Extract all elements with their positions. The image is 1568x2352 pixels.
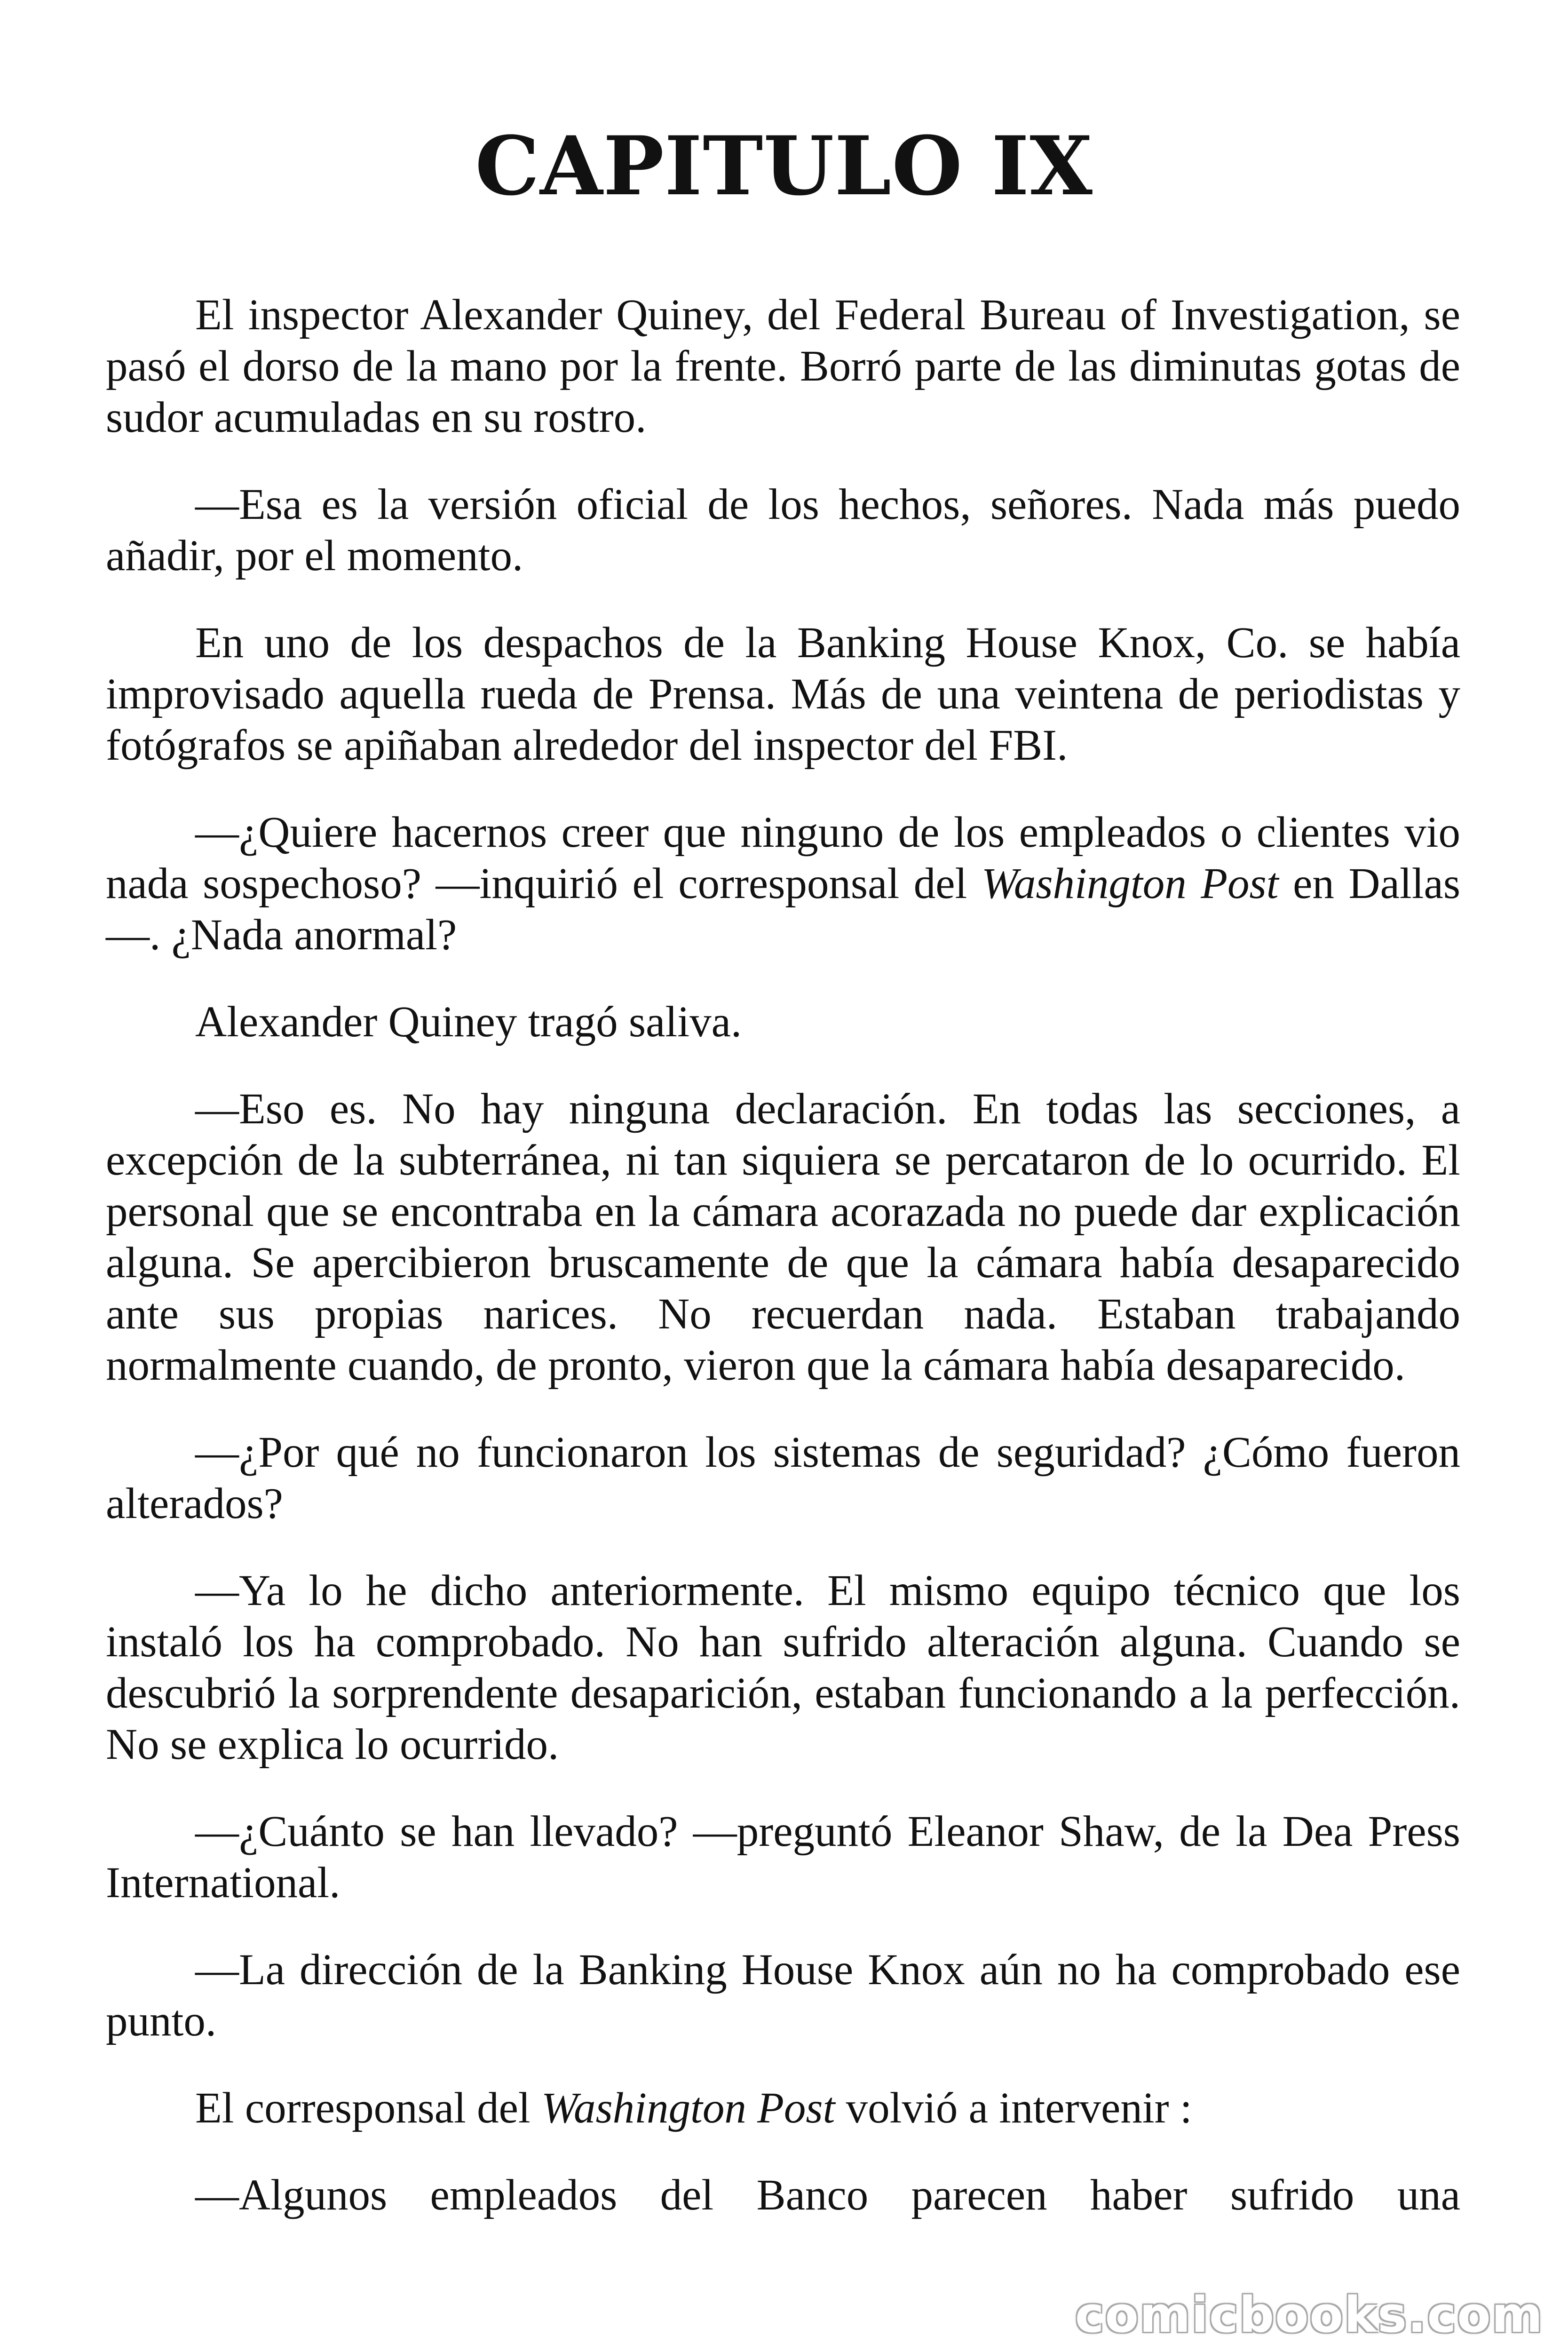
paragraph-12: —Algunos empleados del Banco parecen haber sufrido una <box>195 2171 1460 2219</box>
paragraph-7: —¿Por qué no funcionaron los sistemas de seguridad? ¿Cómo fueron alterados? <box>106 1428 1460 1528</box>
watermark-logo: comicbooks.com <box>1075 2286 1544 2344</box>
chapter-title: CAPITULO IX <box>475 118 1093 214</box>
newspaper-name: Washington Post <box>541 2084 835 2132</box>
paragraph-11-text-b: volvió a intervenir : <box>835 2084 1192 2132</box>
newspaper-name: Washington Post <box>981 859 1279 908</box>
paragraph-6: —Eso es. No hay ninguna declaración. En todas las secciones, a excepción de la subterránea, ni tan siquiera se percataron de lo ocurrido. El personal que se encontraba en la cámara acorazada no puede dar explicación alguna. Se apercibieron bruscamente de que la cámara había desaparecido ante sus propias narices. No recuerdan nada. Estaban trabajando normalmente cuando, de pronto, vieron que la cámara había desaparecido. <box>106 1085 1460 1390</box>
body-text <box>106 289 1460 2257</box>
paragraph-5: Alexander Quiney tragó saliva. <box>195 998 742 1046</box>
paragraph-1: El inspector Alexander Quiney, del Federal Bureau of Investigation, se pasó el dorso de la mano por la frente. Borró parte de las diminutas gotas de sudor acumuladas en su rostro. <box>106 291 1460 442</box>
paragraph-9: —¿Cuánto se han llevado? —preguntó Eleanor Shaw, de la Dea Press International. <box>106 1807 1460 1907</box>
paragraph-3: En uno de los despachos de la Banking House Knox, Co. se había improvisado aquella rueda de Prensa. Más de una veintena de periodistas y fotógrafos se apiñaban alrededor del inspector del FBI. <box>106 619 1460 770</box>
paragraph-4-text-a: —¿Quiere hacernos creer que ninguno de los empleados o clientes vio nada sospechoso? —inquirió el corresponsal del <box>106 808 1460 908</box>
paragraph-8: —Ya lo he dicho anteriormente. El mismo equipo técnico que los instaló los ha comprobado. No han sufrido alteración alguna. Cuando se descubrió la sorprendente desaparición, estaban funcionando a la perfección. No se explica lo ocurrido. <box>106 1566 1460 1769</box>
paragraph-4-text-b: en Dallas—. ¿Nada anormal? <box>106 859 1461 959</box>
paragraph-11-text-a: El corresponsal del <box>195 2084 542 2132</box>
paragraph-4 <box>106 807 1460 961</box>
paragraph-2: —Esa es la versión oficial de los hechos, señores. Nada más puedo añadir, por el momento. <box>106 480 1460 580</box>
paragraph-11 <box>106 2082 1460 2134</box>
paragraph-10: —La dirección de la Banking House Knox aún no ha comprobado ese punto. <box>106 1946 1460 2045</box>
